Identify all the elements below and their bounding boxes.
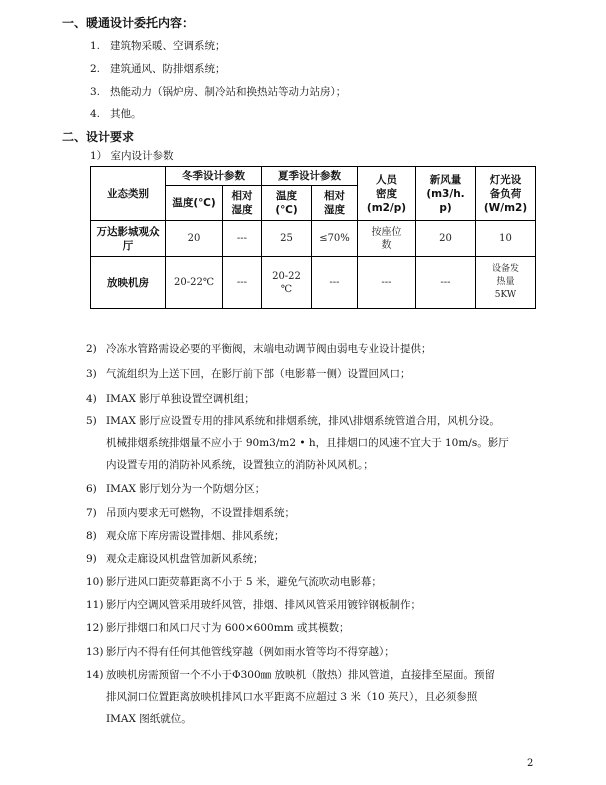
cell-summer-temp: 25 bbox=[262, 221, 312, 257]
requirement-item: 14) 放映机房需预留一个不小于Φ300㎜ 放映机（散热）排风管道，直接排至屋面。预留 bbox=[86, 669, 495, 681]
requirement-item: 6) IMAX 影厅划分为一个防烟分区； bbox=[86, 483, 266, 495]
cell-fresh-air: 20 bbox=[416, 221, 476, 257]
table-row bbox=[91, 257, 536, 309]
list-item bbox=[90, 62, 226, 76]
page-number: 2 bbox=[527, 758, 534, 769]
cell-summer-humidity: ≤70% bbox=[312, 221, 358, 257]
requirement-item: 10) 影厅进风口距荧幕距离不小于 5 米，避免气流吹动电影幕； bbox=[86, 576, 382, 588]
cell-lighting: 设备发 热量 5KW bbox=[476, 257, 536, 309]
requirement-item: 7) 吊顶内要求无可燃物，不设置排烟系统； bbox=[86, 507, 295, 519]
section-2-heading: 二、设计要求 bbox=[62, 130, 135, 144]
list-text: 建筑物采暖、空调系统； bbox=[110, 40, 226, 52]
table-row bbox=[91, 221, 536, 257]
section-1-heading: 一、暖通设计委托内容： bbox=[62, 16, 195, 30]
cell-fresh-air: --- bbox=[416, 257, 476, 309]
requirement-item: 11) 影厅内空调风管采用玻纤风管，排烟、排风风管采用镀锌钢板制作； bbox=[86, 599, 421, 611]
list-number: 1. bbox=[90, 40, 101, 52]
header-summer: 夏季设计参数 bbox=[262, 167, 358, 186]
cell-category: 放映机房 bbox=[91, 257, 166, 309]
cell-summer-humidity: --- bbox=[312, 257, 358, 309]
header-winter-temp: 温度(℃) bbox=[166, 186, 223, 221]
requirement-item: 8) 观众席下库房需设置排烟、排风系统； bbox=[86, 530, 285, 542]
header-category: 业态类别 bbox=[91, 167, 166, 221]
cell-winter-temp: 20 bbox=[166, 221, 223, 257]
header-personnel: 人员 密度 (m2/p) bbox=[358, 167, 416, 221]
requirement-line: 内设置专用的消防补风系统，设置独立的消防补风风机。； bbox=[106, 459, 374, 471]
list-item bbox=[90, 39, 226, 53]
cell-personnel: 按座位 数 bbox=[358, 221, 416, 257]
cell-lighting: 10 bbox=[476, 221, 536, 257]
list-text: 其他。 bbox=[110, 108, 142, 120]
header-lighting: 灯光设 备负荷 (W/m2) bbox=[476, 167, 536, 221]
indoor-parameters-table bbox=[90, 166, 536, 309]
requirement-item: 4) IMAX 影厅单独设置空调机组； bbox=[86, 393, 255, 405]
subsection-title: 1） 室内设计参数 bbox=[90, 150, 174, 162]
list-item bbox=[90, 107, 142, 121]
cell-winter-humidity: --- bbox=[223, 221, 262, 257]
requirement-item: 12) 影厅排烟口和风口尺寸为 600×600mm 或其模数； bbox=[86, 622, 350, 634]
list-item bbox=[90, 85, 346, 99]
cell-winter-humidity: --- bbox=[223, 257, 262, 309]
requirement-item: 2) 冷冻水管路需设必要的平衡阀，末端电动调节阀由弱电专业设计提供； bbox=[86, 343, 432, 355]
cell-category: 万达影城观众 厅 bbox=[91, 221, 166, 257]
table-header-row bbox=[91, 167, 536, 186]
header-winter-humidity: 相对 湿度 bbox=[223, 186, 262, 221]
requirement-line: 机械排烟系统排烟量不应小于 90m3/m2 • h，且排烟口的风速不宜大于 10m/s。影厅 bbox=[106, 437, 509, 449]
requirement-item: 13) 影厅内不得有任何其他管线穿越（例如雨水管等均不得穿越）； bbox=[86, 646, 395, 658]
cell-winter-temp: 20-22℃ bbox=[166, 257, 223, 309]
header-summer-humidity: 相对 湿度 bbox=[312, 186, 358, 221]
requirement-item: 9) 观众走廊设风机盘管加新风系统； bbox=[86, 553, 264, 565]
requirement-item: 3) 气流组织为上送下回，在影厅前下部（电影幕一侧）设置回风口； bbox=[86, 368, 411, 380]
cell-summer-temp: 20-22 ℃ bbox=[262, 257, 312, 309]
requirement-item: 5) IMAX 影厅应设置专用的排风系统和排烟系统，排风\排烟系统管道合用，风机分设。 bbox=[86, 415, 500, 427]
list-number: 3. bbox=[90, 86, 101, 98]
requirement-line: 排风洞口位置距离放映机排风口水平距离不应超过 3 米（10 英尺），且必须参照 bbox=[106, 691, 478, 703]
cell-personnel: --- bbox=[358, 257, 416, 309]
list-text: 热能动力（锅炉房、制冷站和换热站等动力站房）； bbox=[110, 86, 347, 98]
requirement-line: IMAX 图纸就位。 bbox=[106, 713, 192, 725]
header-winter: 冬季设计参数 bbox=[166, 167, 262, 186]
list-text: 建筑通风、防排烟系统； bbox=[110, 63, 226, 75]
list-number: 4. bbox=[90, 108, 101, 120]
list-number: 2. bbox=[90, 63, 101, 75]
header-summer-temp: 温度 (℃) bbox=[262, 186, 312, 221]
header-fresh-air: 新风量 (m3/h. p) bbox=[416, 167, 476, 221]
